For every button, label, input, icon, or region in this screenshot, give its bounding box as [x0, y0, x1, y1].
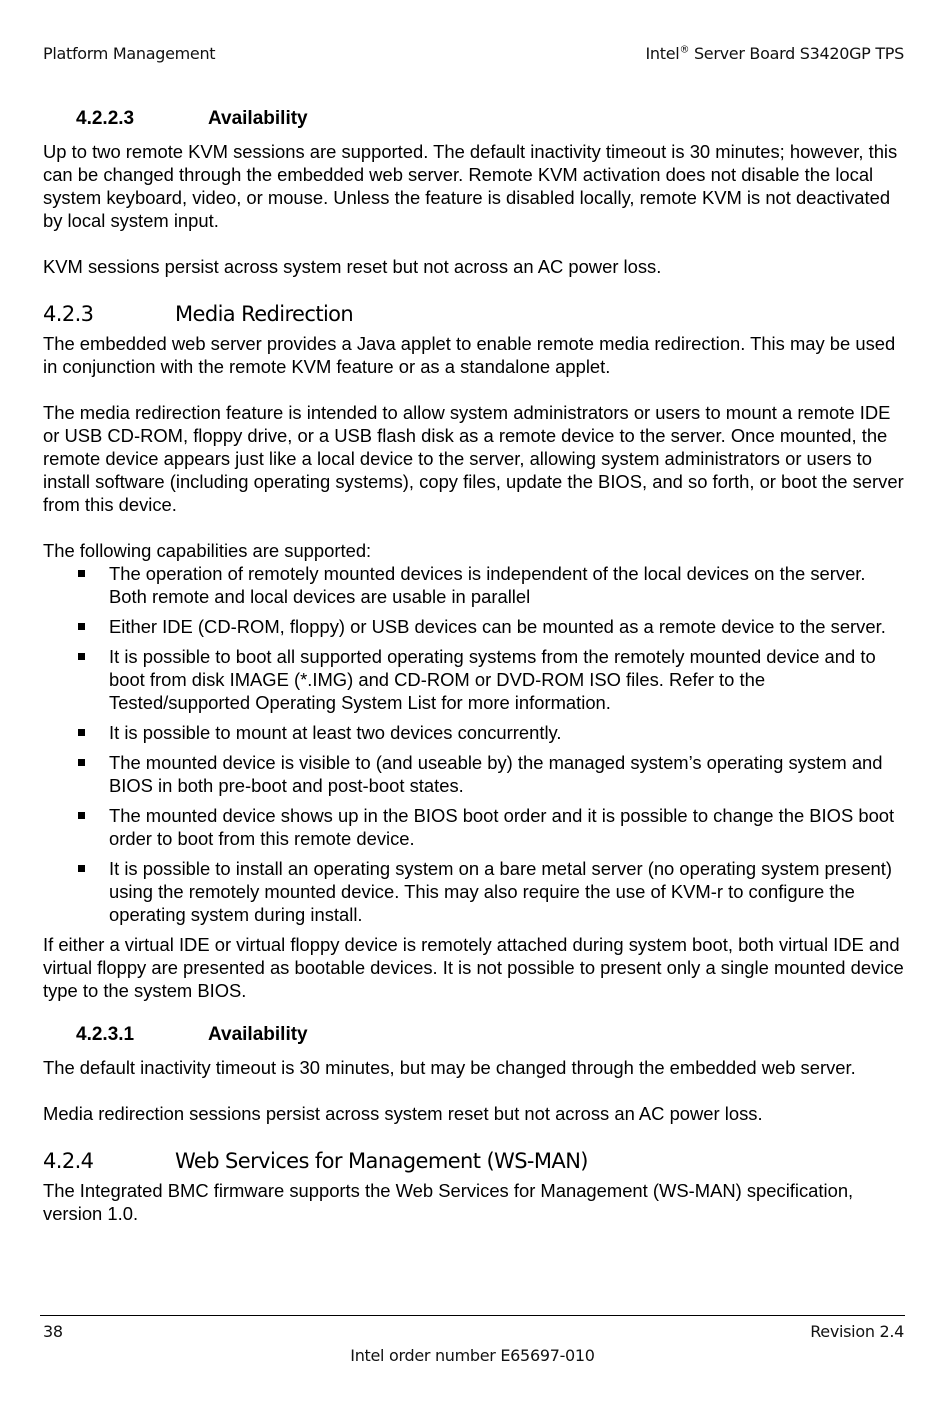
section-heading-4-2-3-1 [43, 1024, 905, 1046]
section-title: Availability [208, 108, 308, 129]
page-number: 38 [43, 1322, 63, 1341]
list-item-text: The operation of remotely mounted devices is independent of the local devices on the server. Both remote and local devices are usable in parallel [109, 563, 866, 607]
running-header-left: Platform Management [43, 44, 216, 63]
section-title: Availability [208, 1024, 308, 1045]
section-heading-4-2-2-3 [43, 108, 905, 130]
square-bullet-icon [78, 570, 85, 577]
registered-mark: ® [679, 44, 690, 56]
header-product: Server Board S3420GP TPS [689, 44, 904, 63]
list-item-text: It is possible to install an operating system on a bare metal server (no operating system present) using the remotely mounted device. This may also require the use of KVM-r to configure the operating system during install. [109, 858, 893, 925]
section-number: 4.2.3 [43, 302, 94, 326]
list-item-text: It is possible to boot all supported operating systems from the remotely mounted device and to boot from disk IMAGE (*.IMG) and CD-ROM or DVD-ROM ISO files. Refer to the Tested/supported Operating System List for more information. [109, 646, 876, 713]
capabilities-list [43, 562, 905, 926]
paragraph: The embedded web server provides a Java applet to enable remote media redirection. This may be used in conjunction with the remote KVM feature or as a standalone applet. [43, 333, 896, 377]
square-bullet-icon [78, 623, 85, 630]
square-bullet-icon [78, 729, 85, 736]
section-heading-4-2-4 [43, 1149, 905, 1173]
list-item [43, 562, 905, 608]
list-item [43, 751, 905, 797]
paragraph: If either a virtual IDE or virtual floppy device is remotely attached during system boot, both virtual IDE and virtual floppy are presented as bootable devices. It is not possible to present only a single mounted device type to the system BIOS. [43, 934, 904, 1001]
paragraph: The following capabilities are supported: [43, 540, 372, 561]
list-item-text: Either IDE (CD-ROM, floppy) or USB devices can be mounted as a remote device to the server. [109, 616, 886, 637]
section-title: Web Services for Management (WS-MAN) [175, 1149, 588, 1173]
square-bullet-icon [78, 812, 85, 819]
paragraph: Up to two remote KVM sessions are supported. The default inactivity timeout is 30 minutes; however, this can be changed through the embedded web server. Remote KVM activation does not disable the local system keyboard, video, or mouse. Unless the feature is disabled locally, remote KVM is not deactivated by local system input. [43, 141, 898, 231]
paragraph: The default inactivity timeout is 30 minutes, but may be changed through the embedded web server. [43, 1057, 856, 1078]
order-number: Intel order number E65697-010 [350, 1346, 595, 1365]
list-item [43, 804, 905, 850]
section-number: 4.2.3.1 [76, 1024, 135, 1045]
section-title: Media Redirection [175, 302, 354, 326]
square-bullet-icon [78, 865, 85, 872]
paragraph: The Integrated BMC firmware supports the Web Services for Management (WS-MAN) specification, version 1.0. [43, 1180, 854, 1224]
square-bullet-icon [78, 759, 85, 766]
list-item-text: The mounted device is visible to (and useable by) the managed system’s operating system and BIOS in both pre-boot and post-boot states. [109, 752, 883, 796]
list-item [43, 645, 905, 714]
page-body [43, 108, 905, 1248]
header-brand: Intel [645, 44, 680, 63]
running-header-right [646, 44, 904, 63]
list-item-text: The mounted device shows up in the BIOS boot order and it is possible to change the BIOS boot order to boot from this remote device. [109, 805, 895, 849]
section-number: 4.2.2.3 [76, 108, 135, 129]
list-item [43, 721, 905, 744]
paragraph: KVM sessions persist across system reset but not across an AC power loss. [43, 256, 662, 277]
section-heading-4-2-3 [43, 302, 905, 326]
revision-label: Revision 2.4 [810, 1322, 904, 1341]
list-item [43, 857, 905, 926]
section-number: 4.2.4 [43, 1149, 94, 1173]
list-item-text: It is possible to mount at least two devices concurrently. [109, 722, 562, 743]
square-bullet-icon [78, 653, 85, 660]
footer-divider [40, 1315, 905, 1316]
paragraph: The media redirection feature is intended to allow system administrators or users to mount a remote IDE or USB CD-ROM, floppy drive, or a USB flash disk as a remote device to the server. Once mounted, the remote device appears just like a local device to the server, allowing system administrators or users to install software (including operating systems), copy files, update the BIOS, and so forth, or boot the server from this device. [43, 402, 904, 515]
list-item [43, 615, 905, 638]
paragraph: Media redirection sessions persist across system reset but not across an AC power loss. [43, 1103, 763, 1124]
